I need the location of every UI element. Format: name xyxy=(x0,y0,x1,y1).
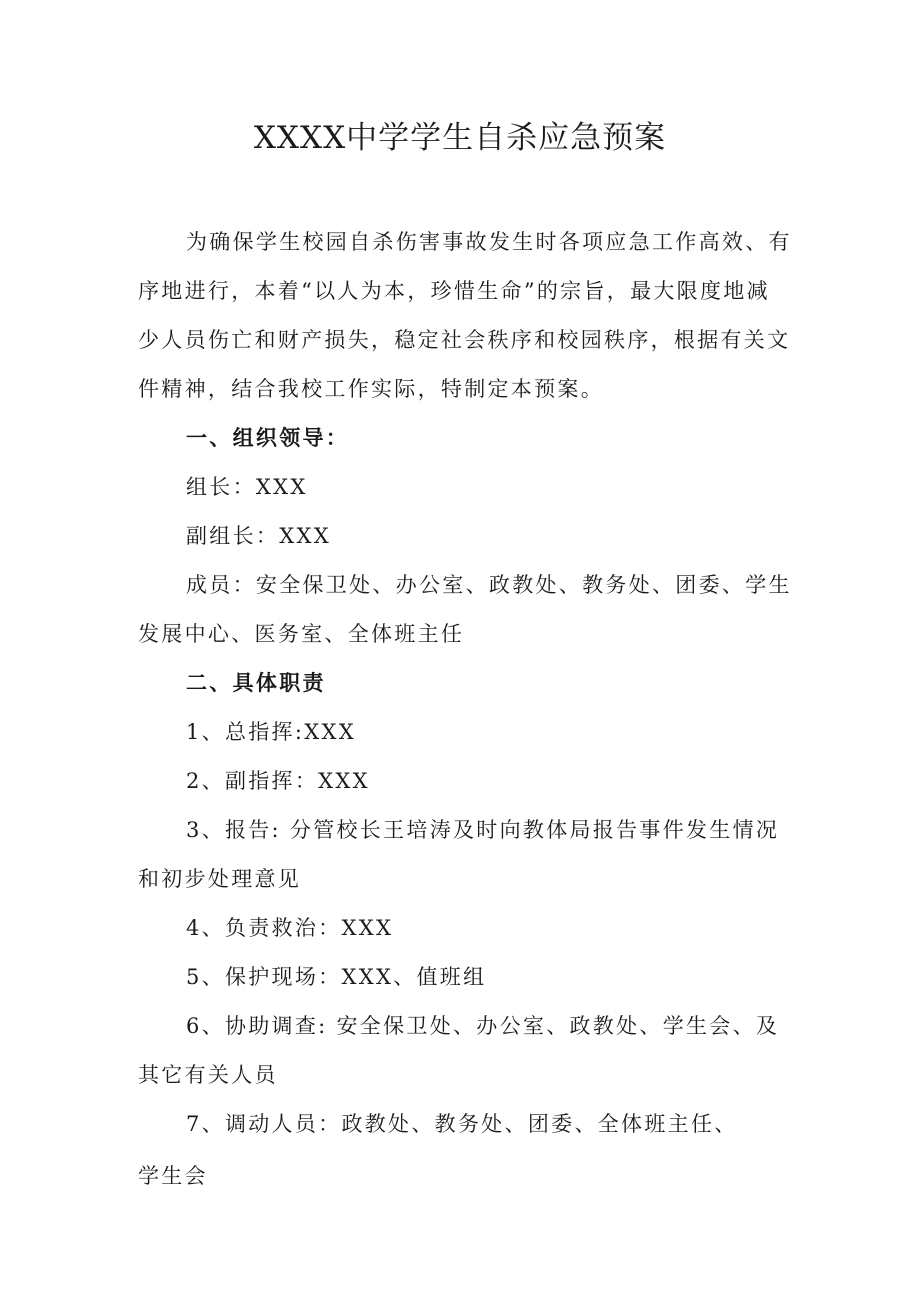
leader-line: 组长：XXX xyxy=(186,475,308,499)
duty-item: 1、总指挥:XXX xyxy=(186,720,356,744)
section-heading-organization: 一、组织领导： xyxy=(186,426,350,450)
document-body xyxy=(138,218,793,1201)
duty-item: 3、报告: 分管校长王培涛及时向教体局报告事件发生情况和初步处理意见 xyxy=(138,818,780,891)
duty-item-continuation: 学生会 xyxy=(138,1164,208,1188)
duty-item: 2、副指挥：XXX xyxy=(186,769,370,793)
document-title: XXXX中学学生自杀应急预案 xyxy=(253,120,667,156)
duty-item: 4、负责救治：XXX xyxy=(186,916,394,940)
members-paragraph: 成员：安全保卫处、办公室、政教处、教务处、团委、学生发展中心、医务室、全体班主任 xyxy=(138,573,792,646)
deputy-leader-line: 副组长：XXX xyxy=(186,524,331,548)
duty-item: 7、调动人员：政教处、教务处、团委、全体班主任、 xyxy=(186,1112,738,1136)
intro-paragraph: 为确保学生校园自杀伤害事故发生时各项应急工作高效、有序地进行，本着“以人为本，珍惜生命”的宗旨，最大限度地减少人员伤亡和财产损失，稳定社会秩序和校园秩序，根据有关文件精神，结合我校工作实际，特制定本预案。 xyxy=(138,230,792,401)
section-heading-duties: 二、具体职责 xyxy=(186,671,326,695)
duty-item: 5、保护现场：XXX、值班组 xyxy=(186,965,487,989)
duty-item: 6、协助调查: 安全保卫处、办公室、政教处、学生会、及其它有关人员 xyxy=(138,1014,780,1087)
